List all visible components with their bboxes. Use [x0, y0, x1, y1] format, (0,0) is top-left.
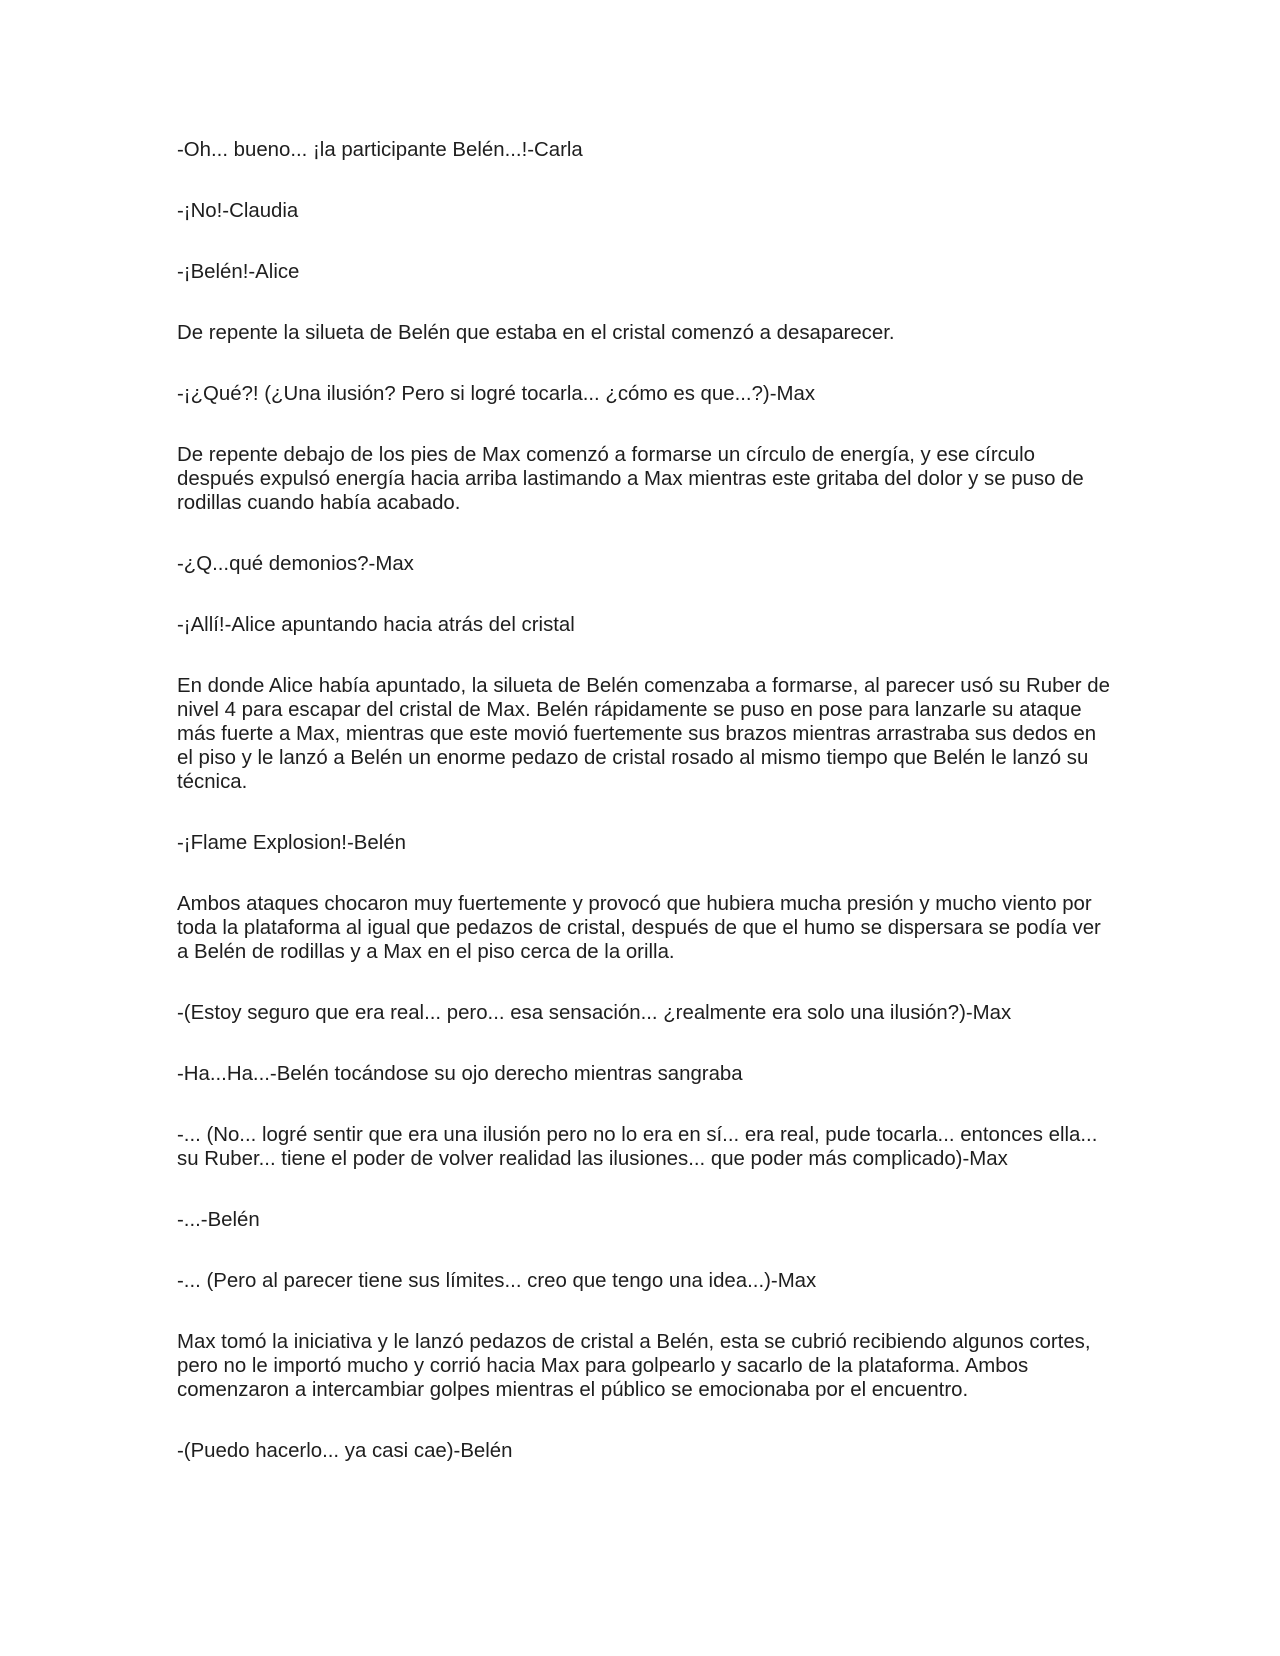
- dialogue-line: -...-Belén: [177, 1209, 260, 1231]
- narration-paragraph: De repente la silueta de Belén que estaba en el cristal comenzó a desaparecer.: [177, 322, 895, 344]
- dialogue-line: -(Puedo hacerlo... ya casi cae)-Belén: [177, 1440, 513, 1462]
- dialogue-line: -¡Belén!-Alice: [177, 261, 300, 283]
- narration-paragraph: De repente debajo de los pies de Max comenzó a formarse un círculo de energía, y ese círculo después expulsó energía hacia arriba lastimando a Max mientras este gritaba del dolor y se puso de rodillas cuando había acabado.: [177, 444, 1084, 514]
- dialogue-line: -¿Q...qué demonios?-Max: [177, 553, 414, 575]
- dialogue-line: -Oh... bueno... ¡la participante Belén...!-Carla: [177, 139, 583, 161]
- narration-paragraph: Max tomó la iniciativa y le lanzó pedazos de cristal a Belén, esta se cubrió recibiendo algunos cortes, pero no le importó mucho y corrió hacia Max para golpearlo y sacarlo de la plataforma. Ambos comenzaron a intercambiar golpes mientras el público se emocionaba por el encuentro.: [177, 1331, 1091, 1401]
- dialogue-line: -¡Flame Explosion!-Belén: [177, 832, 406, 854]
- dialogue-line: -... (No... logré sentir que era una ilusión pero no lo era en sí... era real, pude tocarla... entonces ella... su Ruber... tiene el poder de volver realidad las ilusiones... que poder más complicado)-Max: [177, 1124, 1098, 1170]
- document-body: [177, 138, 1117, 1500]
- narration-paragraph: Ambos ataques chocaron muy fuertemente y provocó que hubiera mucha presión y mucho viento por toda la plataforma al igual que pedazos de cristal, después de que el humo se dispersara se podía ver a Belén de rodillas y a Max en el piso cerca de la orilla.: [177, 893, 1101, 963]
- dialogue-line: -Ha...Ha...-Belén tocándose su ojo derecho mientras sangraba: [177, 1063, 743, 1085]
- narration-paragraph: En donde Alice había apuntado, la silueta de Belén comenzaba a formarse, al parecer usó su Ruber de nivel 4 para escapar del cristal de Max. Belén rápidamente se puso en pose para lanzarle su ataque más fuerte a Max, mientras que este movió fuertemente sus brazos mientras arrastraba sus dedos en el piso y le lanzó a Belén un enorme pedazo de cristal rosado al mismo tiempo que Belén le lanzó su técnica.: [177, 675, 1110, 793]
- dialogue-line: -¡Allí!-Alice apuntando hacia atrás del cristal: [177, 614, 575, 636]
- dialogue-line: -¡¿Qué?! (¿Una ilusión? Pero si logré tocarla... ¿cómo es que...?)-Max: [177, 383, 816, 405]
- dialogue-line: -... (Pero al parecer tiene sus límites... creo que tengo una idea...)-Max: [177, 1270, 817, 1292]
- dialogue-line: -¡No!-Claudia: [177, 200, 299, 222]
- dialogue-line: -(Estoy seguro que era real... pero... esa sensación... ¿realmente era solo una ilusión?)-Max: [177, 1002, 1012, 1024]
